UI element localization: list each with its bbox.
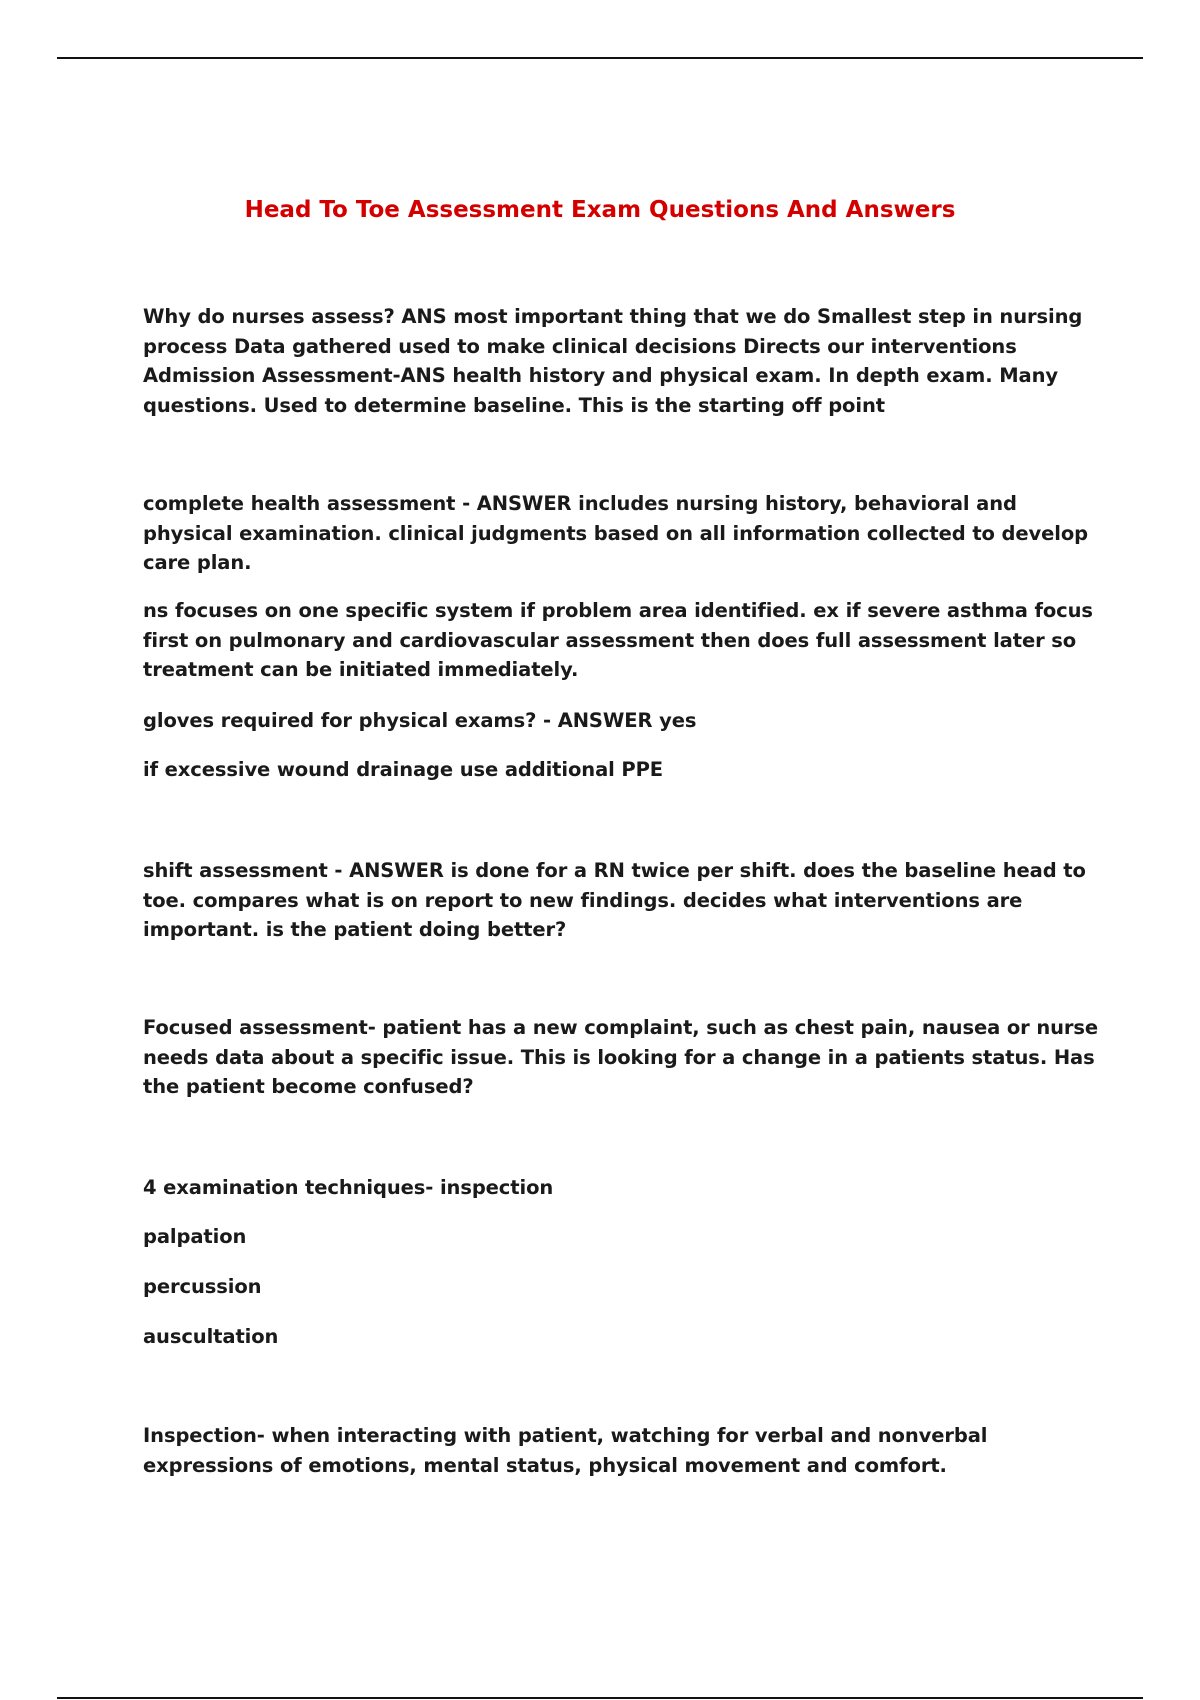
paragraph-gloves: gloves required for physical exams? - ANSWER yes	[143, 709, 697, 732]
paragraph-inspection: Inspection- when interacting with patient, watching for verbal and nonverbal expressions of emotions, mental status, physical movement and comfort.	[143, 1424, 988, 1477]
bottom-rule	[57, 1697, 1143, 1699]
paragraph-auscultation: auscultation	[143, 1325, 279, 1348]
top-rule	[57, 57, 1143, 59]
document-title: Head To Toe Assessment Exam Questions And Answers	[244, 197, 956, 223]
paragraph-percussion: percussion	[143, 1275, 262, 1298]
paragraph-focus-system: ns focuses on one specific system if problem area identified. ex if severe asthma focus first on pulmonary and cardiovascular assessment then does full assessment later so treatment can be initiated immediately.	[143, 599, 1093, 681]
paragraph-techniques: 4 examination techniques- inspection	[143, 1176, 554, 1199]
paragraph-ppe: if excessive wound drainage use additional PPE	[143, 758, 664, 781]
paragraph-palpation: palpation	[143, 1225, 247, 1248]
paragraph-complete-assessment: complete health assessment - ANSWER includes nursing history, behavioral and physical examination. clinical judgments based on all information collected to develop care plan.	[143, 492, 1088, 574]
paragraph-focused-assessment: Focused assessment- patient has a new complaint, such as chest pain, nausea or nurse needs data about a specific issue. This is looking for a change in a patients status. Has the patient become confused?	[143, 1016, 1099, 1098]
paragraph-why-assess: Why do nurses assess? ANS most important thing that we do Smallest step in nursing process Data gathered used to make clinical decisions Directs our interventions Admission Assessment-ANS health history and physical exam. In depth exam. Many questions. Used to determine baseline. This is the starting off point	[143, 305, 1083, 417]
paragraph-shift-assessment: shift assessment - ANSWER is done for a RN twice per shift. does the baseline head to toe. compares what is on report to new findings. decides what interventions are important. is the patient doing better?	[143, 859, 1086, 941]
